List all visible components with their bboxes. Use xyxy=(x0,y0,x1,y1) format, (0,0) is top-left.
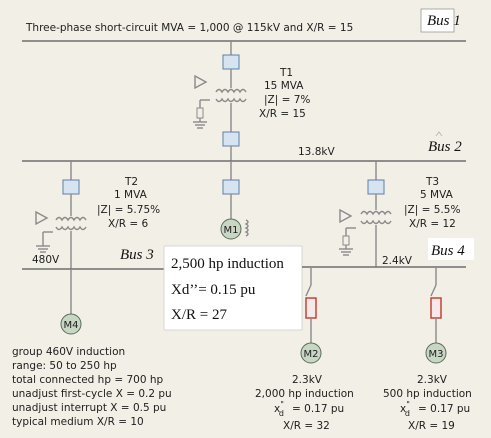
t3-xr: X/R = 12 xyxy=(409,218,456,230)
t1-winding-primary xyxy=(216,90,246,93)
t1-name: T1 xyxy=(280,67,294,79)
m1-label: M1 xyxy=(223,225,239,236)
source-header: Three-phase short-circuit MVA = 1,000 @ 115kV and X/R = 15 xyxy=(26,22,354,34)
m3-label: M3 xyxy=(428,349,444,360)
m2-voltage: 2.3kV xyxy=(292,374,322,386)
t2-hv-breaker xyxy=(63,180,79,194)
bus2-tag: Bus 2 xyxy=(428,139,462,155)
bus3-voltage: 480V xyxy=(32,254,60,266)
m3-switch-icon xyxy=(431,285,436,296)
t1-impedance: |Z| = 7% xyxy=(264,94,311,106)
t2-name: T2 xyxy=(125,176,139,188)
t3-ground-resistor-icon xyxy=(343,236,349,245)
t1-xr: X/R = 15 xyxy=(259,108,306,120)
m3-xr: X/R = 19 xyxy=(408,420,455,432)
m3-fuse-icon xyxy=(431,298,441,318)
m4-line-2: range: 50 to 250 hp xyxy=(12,360,117,372)
m2-switch-icon xyxy=(306,285,311,296)
bus4-tag: Bus 4 xyxy=(431,243,465,259)
t1-rating: 15 MVA xyxy=(264,80,304,92)
m3-voltage: 2.3kV xyxy=(417,374,447,386)
t2-delta-icon xyxy=(36,212,47,224)
m3-xd: = 0.17 pu xyxy=(418,403,471,415)
t1-ground-resistor-icon xyxy=(197,108,203,118)
t2-impedance: |Z| = 5.75% xyxy=(97,204,161,216)
m4-line-4: unadjust first-cycle X = 0.2 pu xyxy=(12,388,172,400)
t2-xr: X/R = 6 xyxy=(108,218,149,230)
m4-label: M4 xyxy=(63,320,79,331)
t1-hv-breaker xyxy=(223,55,239,69)
t2-winding-secondary xyxy=(56,227,86,230)
t3-rating: 5 MVA xyxy=(420,189,453,201)
t3-winding-primary xyxy=(361,212,391,215)
bus4-voltage: 2.4kV xyxy=(382,255,412,267)
m2-fuse-icon xyxy=(306,298,316,318)
t3-name: T3 xyxy=(426,176,440,188)
m4-line-5: unadjust interrupt X = 0.5 pu xyxy=(12,402,167,414)
t2-winding-primary xyxy=(56,218,86,221)
t3-delta-icon xyxy=(340,210,351,222)
m2-xd: = 0.17 pu xyxy=(292,403,345,415)
m2-xr: X/R = 32 xyxy=(283,420,330,432)
t2-rating: 1 MVA xyxy=(114,189,147,201)
t3-winding-secondary xyxy=(361,221,391,224)
m3-desc: 500 hp induction xyxy=(383,388,472,400)
m1-breaker xyxy=(223,180,239,194)
t1-delta-icon xyxy=(195,76,206,88)
m4-line-3: total connected hp = 700 hp xyxy=(12,374,164,386)
m4-line-1: group 460V induction xyxy=(12,346,126,358)
bus3-tag: Bus 3 xyxy=(120,247,154,263)
bus1-tag: Bus 1 xyxy=(427,13,461,29)
t1-winding-secondary xyxy=(216,99,246,102)
m3-xd-symbol: x" d xyxy=(400,400,410,418)
bus2-voltage: 13.8kV xyxy=(298,146,335,158)
t3-impedance: |Z| = 5.5% xyxy=(404,204,461,216)
t3-hv-breaker xyxy=(368,180,384,194)
m1-reactance-icon xyxy=(246,220,248,236)
m2-label: M2 xyxy=(303,349,319,360)
t1-lv-breaker xyxy=(223,132,239,146)
m1-desc: 2,500 hp induction xyxy=(171,256,284,272)
m1-xd: Xd’’= 0.15 pu xyxy=(171,282,256,298)
m1-xr: X/R = 27 xyxy=(171,307,227,323)
m2-xd-symbol: x" d xyxy=(274,400,284,418)
m2-desc: 2,000 hp induction xyxy=(255,388,354,400)
m4-line-6: typical medium X/R = 10 xyxy=(12,416,144,428)
